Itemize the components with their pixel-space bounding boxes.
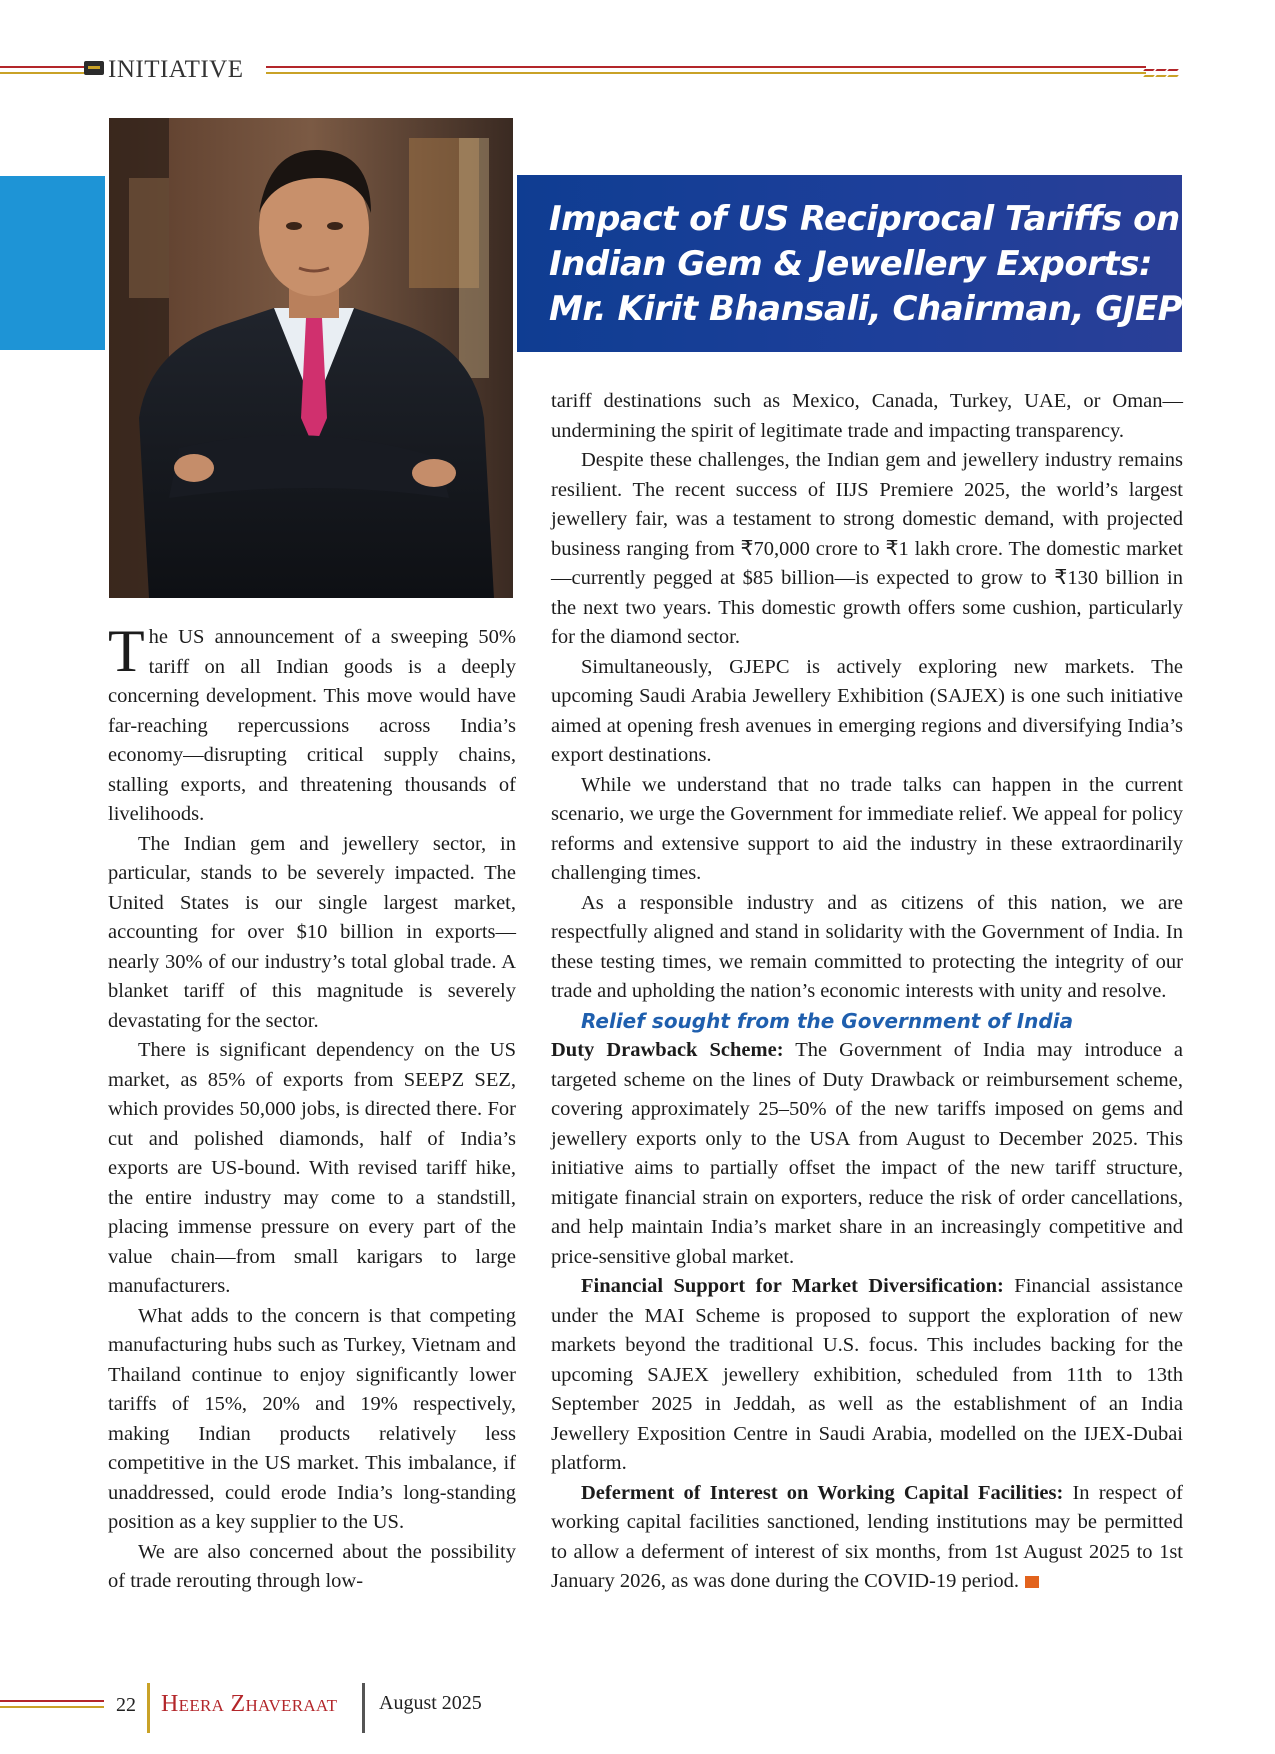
header-rule-top-left <box>0 66 90 68</box>
drop-cap: T <box>108 618 145 684</box>
body-paragraph: We are also concerned about the possibility of trade rerouting through low- <box>108 1540 516 1592</box>
footer-divider <box>147 1683 150 1733</box>
magazine-logo-icon <box>84 61 104 75</box>
body-paragraph: There is significant dependency on the US market, as 85% of exports from SEEPZ SEZ, which provides 50,000 jobs, is directed there. For cut and polished diamonds, half of India’s exports are US-bound. With revised tariff hike, the entire industry may come to a standstill, placing immense pressure on every part of the value chain—from small karigars to large manufacturers. <box>108 1039 516 1297</box>
side-accent-bar <box>0 176 105 350</box>
issue-date: August 2025 <box>379 1692 482 1714</box>
body-paragraph: What adds to the concern is that competing manufacturing hubs such as Turkey, Vietnam and Thailand continue to enjoy significantly lower tariffs of 15%, 20% and 19% respectively, making Indian products relatively less competitive in the US market. This imbalance, if unaddressed, could erode India’s long-standing position as a key supplier to the US. <box>108 1304 516 1533</box>
header-rule-top-right <box>266 66 1146 68</box>
body-paragraph: As a responsible industry and as citizens of this nation, we are respectfully aligned and stand in solidarity with the Government of India. In these testing times, we remain committed to protecting the integrity of our trade and upholding the nation’s economic interests with unity and resolve. <box>551 891 1183 1002</box>
body-paragraph: While we understand that no trade talks can happen in the current scenario, we urge the Government for immediate relief. We appeal for policy reforms and extensive support to aid the industry in these extraordinarily challenging times. <box>551 773 1183 884</box>
body-paragraph: tariff destinations such as Mexico, Canada, Turkey, UAE, or Oman—undermining the spirit of legitimate trade and impacting transparency. <box>551 390 1183 442</box>
header-rule-bottom-right <box>266 72 1146 74</box>
title-line-3: Mr. Kirit Bhansali, Chairman, GJEPC <box>549 289 1207 329</box>
magazine-brand: Heera Zhaveraat <box>161 1691 338 1717</box>
end-of-article-icon: HZ <box>1025 1576 1039 1588</box>
header-dash-ornament <box>1142 69 1182 79</box>
title-line-2: Indian Gem & Jewellery Exports: <box>549 244 1153 284</box>
relief-item-interest-deferment: Deferment of Interest on Working Capital Facilities: In respect of working capital facilities sanctioned, lending institutions may be permitted to allow a deferment of interest of six months, from 1st August 2025 to 1st January 2026, as was done during the COVID-19 period. HZ <box>551 1481 1183 1592</box>
title-line-1: Impact of US Reciprocal Tariffs on <box>549 199 1180 239</box>
article-title <box>549 197 1207 332</box>
relief-item-market-diversification: Financial Support for Market Diversification: Financial assistance under the MAI Scheme is proposed to support the exploration of new markets beyond the traditional U.S. focus. This includes backing for the upcoming SAJEX jewellery exhibition, scheduled from 11th to 13th September 2025 in Jeddah, as well as the establishment of an India Jewellery Exposition Centre in Saudi Arabia, modelled on the IJEX-Dubai platform. <box>551 1275 1183 1474</box>
page-number: 22 <box>116 1694 136 1716</box>
section-label: INITIATIVE <box>108 56 244 83</box>
title-banner <box>517 175 1207 352</box>
body-paragraph: The US announcement of a sweeping 50% tariff on all Indian goods is a deeply concerning development. This move would have far-reaching repercussions across India’s economy—disrupting critical supply chains, stalling exports, and threatening thousands of livelihoods. <box>108 618 516 825</box>
right-column <box>551 387 1183 1597</box>
footer-divider <box>362 1683 365 1733</box>
body-paragraph: Despite these challenges, the Indian gem and jewellery industry remains resilient. The recent success of IIJS Premiere 2025, the world’s largest jewellery fair, was a testament to strong domestic demand, with projected business ranging from ₹70,000 crore to ₹1 lakh crore. The domestic market—currently pegged at $85 billion—is expected to grow to ₹130 billion in the next two years. This domestic growth offers some cushion, particularly for the diamond sector. <box>551 449 1183 648</box>
left-column <box>108 618 516 1597</box>
relief-item-duty-drawback: Duty Drawback Scheme: The Government of India may introduce a targeted scheme on the lines of Duty Drawback or reimbursement scheme, covering approximately 25–50% of the new tariffs imposed on gems and jewellery exports only to the USA from August to December 2025. This initiative aims to partially offset the impact of the new tariff structure, mitigate financial strain on exporters, reduce the risk of order cancellations, and help maintain India’s market share in an increasingly competitive and price-sensitive global market. <box>551 1039 1183 1268</box>
portrait-illustration <box>109 118 513 598</box>
relief-subheading: Relief sought from the Government of India <box>581 1008 1074 1033</box>
portrait-photo <box>109 118 513 598</box>
body-paragraph: The Indian gem and jewellery sector, in particular, stands to be severely impacted. The United States is our single largest market, accounting for over $10 billion in exports—nearly 30% of our industry’s total global trade. A blanket tariff of this magnitude is severely devastating for the sector. <box>108 832 516 1032</box>
header-rule-bottom-left <box>0 72 90 74</box>
footer-rule-gold <box>0 1706 104 1708</box>
body-paragraph: Simultaneously, GJEPC is actively exploring new markets. The upcoming Saudi Arabia Jewellery Exhibition (SAJEX) is one such initiative aimed at opening fresh avenues in emerging regions and diversifying India’s export destinations. <box>551 655 1183 766</box>
footer-rule-red <box>0 1700 104 1702</box>
